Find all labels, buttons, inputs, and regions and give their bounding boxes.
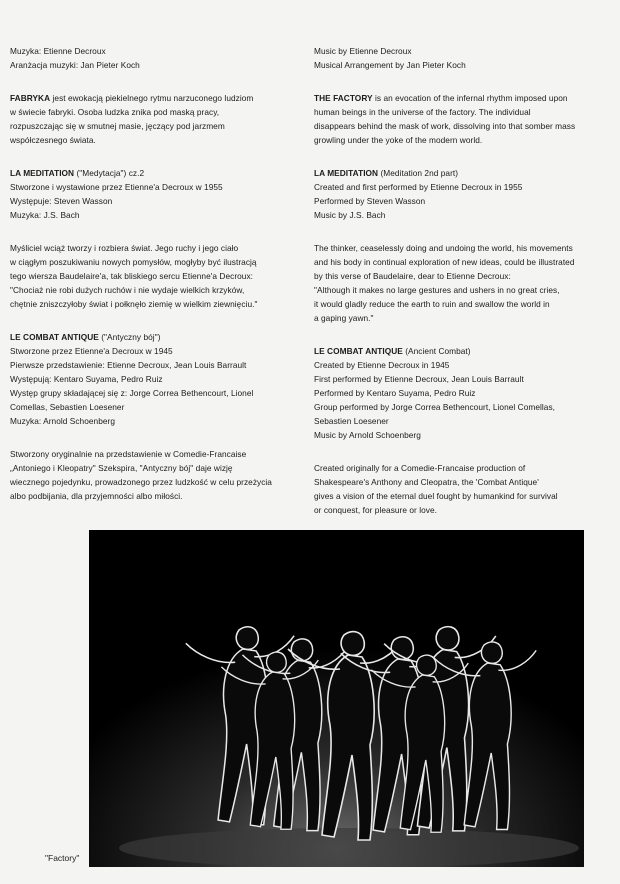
meditation-heading — [10, 166, 300, 180]
music-credit: Music by Etienne Decroux — [314, 46, 412, 56]
combat-line-6: Music by Arnold Schoenberg — [314, 430, 421, 440]
meditation-line-2: Występuje: Steven Wasson — [10, 196, 113, 206]
combat-line-4: Występ grupy składającej się z: Jorge Correa Bethencourt, Lionel — [10, 388, 254, 398]
credits-block-pl — [10, 44, 300, 72]
factory-line-1 — [314, 91, 614, 105]
meditation-heading — [314, 166, 614, 180]
thinker-line-4: "Chociaż nie robi dużych ruchów i nie wydaje wielkich krzyków, — [10, 285, 245, 295]
combat-line-1: Stworzone przez Etienne'a Decroux w 1945 — [10, 346, 173, 356]
arrangement-credit: Aranżacja muzyki: Jan Pieter Koch — [10, 60, 140, 70]
combat-line-1: Created by Etienne Decroux in 1945 — [314, 360, 450, 370]
origin-line-4: albo podbijania, dla przyjemności albo miłości. — [10, 491, 183, 501]
fabryka-block — [10, 91, 300, 147]
combat-title: LE COMBAT ANTIQUE — [314, 346, 403, 356]
origin-line-1: Created originally for a Comedie-Francaise production of — [314, 463, 526, 473]
meditation-line-1: Stworzone i wystawione przez Etienne'a Decroux w 1955 — [10, 182, 223, 192]
thinker-line-1: The thinker, ceaselessly doing and undoing the world, his movements — [314, 243, 573, 253]
origin-line-2: „Antoniego i Kleopatry" Szekspira, "Antyczny bój" daje wizję — [10, 463, 233, 473]
meditation-line-2: Performed by Steven Wasson — [314, 196, 426, 206]
thinker-line-5: chętnie zniszczyłoby świat i połknęło ziemię w wielkim ziewnięciu." — [10, 299, 258, 309]
meditation-title: LA MEDITATION — [314, 168, 379, 178]
english-column — [314, 44, 614, 536]
thinker-line-3: by this verse of Baudelaire, dear to Etienne Decroux: — [314, 271, 511, 281]
origin-block-en — [314, 461, 614, 517]
thinker-block-en — [314, 241, 614, 325]
factory-line-2: human beings in the universe of the factory. The individual — [314, 107, 531, 117]
combat-subtitle: (Ancient Combat) — [402, 346, 471, 356]
origin-block-pl — [10, 447, 300, 503]
factory-text: is an evocation of the infernal rhythm imposed upon — [372, 93, 568, 103]
credits-block-en — [314, 44, 614, 72]
meditation-block-en — [314, 166, 614, 222]
polish-column — [10, 44, 300, 522]
music-credit: Muzyka: Etienne Decroux — [10, 46, 106, 56]
fabryka-line-3: rozpuszczając się w smutnej masie, jęczący pod jarzmem — [10, 121, 225, 131]
meditation-subtitle: ("Medytacja") cz.2 — [74, 168, 145, 178]
thinker-block-pl — [10, 241, 300, 311]
origin-line-2: Shakespeare's Anthony and Cleopatra, the 'Combat Antique' — [314, 477, 539, 487]
thinker-line-6: a gaping yawn." — [314, 313, 374, 323]
combat-heading — [314, 344, 614, 358]
combat-line-3: Występują: Kentaro Suyama, Pedro Ruiz — [10, 374, 163, 384]
meditation-line-3: Muzyka: J.S. Bach — [10, 210, 80, 220]
thinker-line-2: w ciągłym poszukiwaniu nowych pomysłów, mogłyby być ilustracją — [10, 257, 257, 267]
factory-title: THE FACTORY — [314, 93, 373, 103]
fabryka-line-4: współczesnego świata. — [10, 135, 96, 145]
combat-line-3: Performed by Kentaro Suyama, Pedro Ruiz — [314, 388, 476, 398]
combat-line-6: Muzyka: Arnold Schoenberg — [10, 416, 116, 426]
combat-line-5: Sebastien Loesener — [314, 416, 389, 426]
thinker-line-5: it would gladly reduce the earth to ruin and swallow the world in — [314, 299, 550, 309]
performance-photo — [89, 530, 584, 867]
meditation-title: LA MEDITATION — [10, 168, 75, 178]
factory-line-4: growling under the yoke of the modern world. — [314, 135, 483, 145]
factory-line-3: disappears behind the mask of work, dissolving into that somber mass — [314, 121, 576, 131]
thinker-line-1: Myśliciel wciąż tworzy i rozbiera świat. Jego ruchy i jego ciało — [10, 243, 239, 253]
combat-line-5: Comellas, Sebastien Loesener — [10, 402, 125, 412]
combat-block-pl — [10, 330, 300, 428]
factory-block — [314, 91, 614, 147]
origin-line-1: Stworzony oryginalnie na przedstawienie w Comedie-Francaise — [10, 449, 247, 459]
origin-line-3: gives a vision of the eternal duel fought by humankind for survival — [314, 491, 558, 501]
photo-caption: "Factory" — [45, 853, 80, 863]
thinker-line-3: tego wiersza Baudelaire'a, tak bliskiego sercu Etienne'a Decroux: — [10, 271, 254, 281]
meditation-block-pl — [10, 166, 300, 222]
combat-line-4: Group performed by Jorge Correa Bethencourt, Lionel Comellas, — [314, 402, 556, 412]
combat-line-2: Pierwsze przedstawienie: Etienne Decroux, Jean Louis Barrault — [10, 360, 247, 370]
combat-title: LE COMBAT ANTIQUE — [10, 332, 99, 342]
meditation-line-3: Music by J.S. Bach — [314, 210, 386, 220]
thinker-line-2: and his body in continual exploration of new ideas, could be illustrated — [314, 257, 575, 267]
combat-block-en — [314, 344, 614, 442]
combat-subtitle: ("Antyczny bój") — [98, 332, 161, 342]
combat-heading — [10, 330, 300, 344]
combat-line-2: First performed by Etienne Decroux, Jean Louis Barrault — [314, 374, 524, 384]
fabryka-line-2: w świecie fabryki. Osoba ludzka znika pod maską pracy, — [10, 107, 220, 117]
meditation-subtitle: (Meditation 2nd part) — [378, 168, 459, 178]
origin-line-4: or conquest, for pleasure or love. — [314, 505, 437, 515]
fabryka-title: FABRYKA — [10, 93, 51, 103]
thinker-line-4: "Although it makes no large gestures and ushers in no great cries, — [314, 285, 560, 295]
fabryka-text: jest ewokacją piekielnego rytmu narzuconego ludziom — [50, 93, 254, 103]
origin-line-3: wiecznego pojedynku, prowadzonego przez ludzkość w celu przeżycia — [10, 477, 272, 487]
arrangement-credit: Musical Arrangement by Jan Pieter Koch — [314, 60, 466, 70]
fabryka-line-1 — [10, 91, 300, 105]
dancers-illustration — [89, 530, 584, 867]
meditation-line-1: Created and first performed by Etienne Decroux in 1955 — [314, 182, 523, 192]
